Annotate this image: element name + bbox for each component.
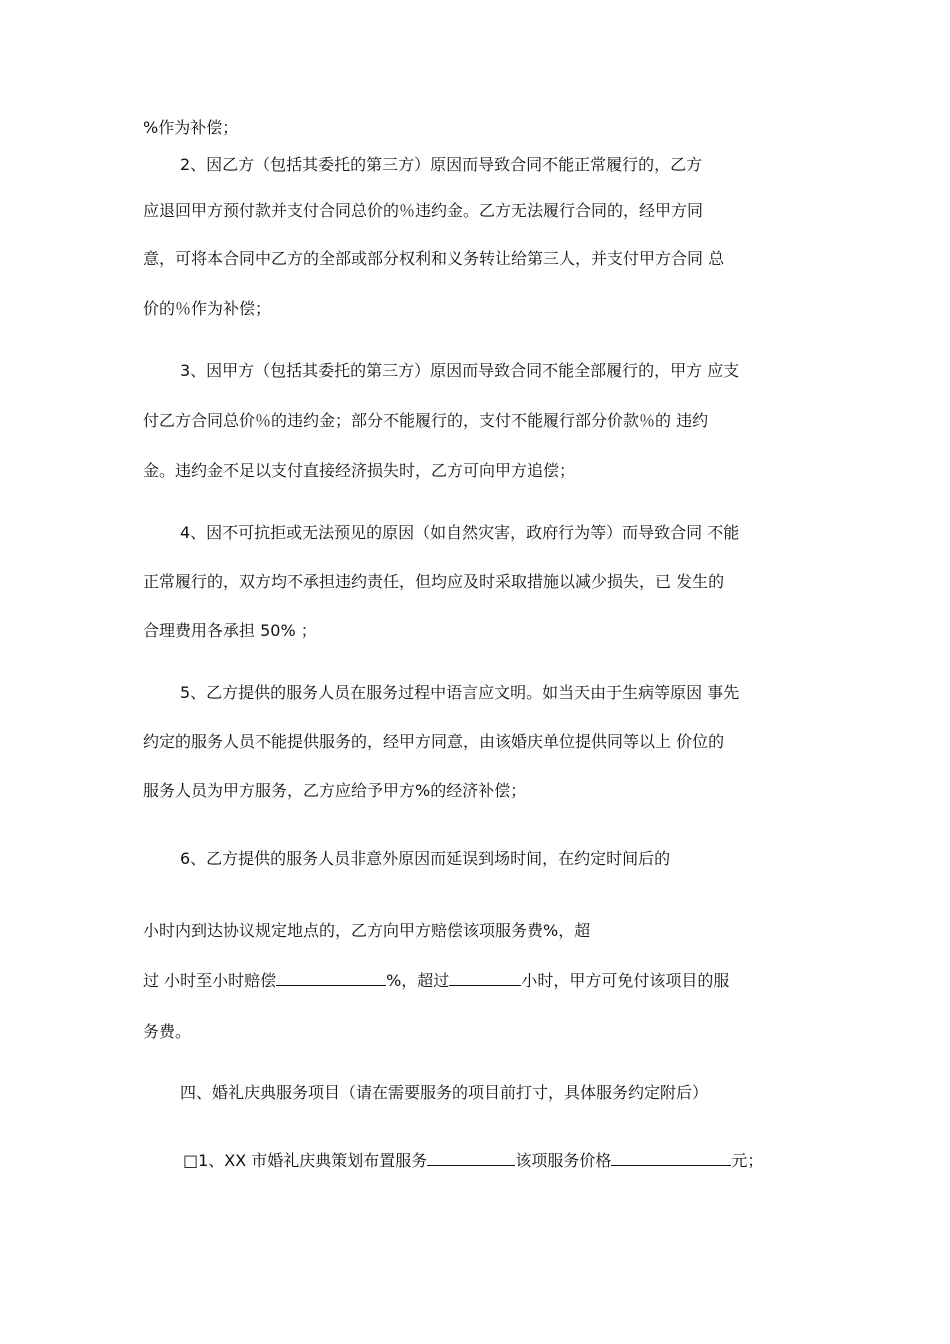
clause-6-line: 6、乙方提供的服务人员非意外原因而延误到场时间，在约定时间后的 xyxy=(180,849,671,868)
text-line: 务费。 xyxy=(143,1022,192,1041)
blank-underline xyxy=(449,971,521,986)
text-line: 付乙方合同总价％的违约金；部分不能履行的，支付不能履行部分价款％的 违约 xyxy=(143,411,709,430)
service-item-1 xyxy=(183,1150,763,1172)
text-segment: 小时，甲方可免付该项目的服 xyxy=(521,971,730,990)
text-line: 正常履行的，双方均不承担违约责任，但均应及时采取措施以减少损失，已 发生的 xyxy=(143,572,725,591)
text-segment: 元； xyxy=(731,1151,764,1170)
text-line: 服务人员为甲方服务，乙方应给予甲方%的经济补偿； xyxy=(143,781,527,800)
text-segment: %，超过 xyxy=(386,971,450,990)
text-line-with-blanks xyxy=(143,970,729,992)
clause-3-line: 3、因甲方（包括其委托的第三方）原因而导致合同不能全部履行的，甲方 应支 xyxy=(180,361,740,380)
text-segment: 过 小时至小时赔偿 xyxy=(143,971,277,990)
text-line: 金。违约金不足以支付直接经济损失时，乙方可向甲方追偿； xyxy=(143,461,576,480)
blank-underline xyxy=(276,971,386,986)
blank-underline xyxy=(611,1151,731,1166)
text-segment: □1、XX 市婚礼庆典策划布置服务 xyxy=(183,1151,428,1170)
text-segment: 该项服务价格 xyxy=(515,1151,612,1170)
text-line: 小时内到达协议规定地点的，乙方向甲方赔偿该项服务费%，超 xyxy=(143,921,591,940)
text-line: 合理费用各承担 50% ； xyxy=(143,621,317,640)
clause-2-line: 2、因乙方（包括其委托的第三方）原因而导致合同不能正常履行的，乙方 xyxy=(180,155,703,174)
clause-4-line: 4、因不可抗拒或无法预见的原因（如自然灾害，政府行为等）而导致合同 不能 xyxy=(180,523,740,542)
clause-5-line: 5、乙方提供的服务人员在服务过程中语言应文明。如当天由于生病等原因 事先 xyxy=(180,683,740,702)
text-line: 价的％作为补偿； xyxy=(143,299,272,318)
section-heading: 四、婚礼庆典服务项目（请在需要服务的项目前打寸，具体服务约定附后） xyxy=(180,1083,709,1102)
text-line: 应退回甲方预付款并支付合同总价的％违约金。乙方无法履行合同的，经甲方同 xyxy=(143,201,704,220)
text-line: 约定的服务人员不能提供服务的，经甲方同意，由该婚庆单位提供同等以上 价位的 xyxy=(143,732,725,751)
text-line: 意，可将本合同中乙方的全部或部分权利和义务转让给第三人，并支付甲方合同 总 xyxy=(143,249,725,268)
blank-underline xyxy=(427,1151,515,1166)
text-line: %作为补偿； xyxy=(143,118,239,137)
